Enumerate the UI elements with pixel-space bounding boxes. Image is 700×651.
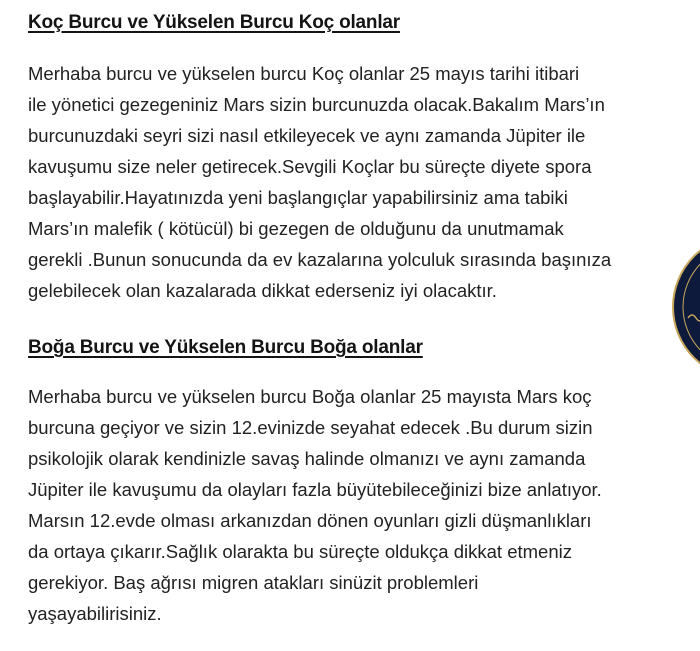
paragraph-line: psikolojik olarak kendinizle savaş halinde olmanızı ve aynı zamanda xyxy=(28,448,586,469)
section-heading-koc: Koç Burcu ve Yükselen Burcu Koç olanlar xyxy=(28,12,400,33)
section-paragraph-koc xyxy=(28,58,700,306)
zodiac-medallion-image xyxy=(670,232,700,382)
paragraph-line: Merhaba burcu ve yükselen burcu Boğa olanlar 25 mayısta Mars koç xyxy=(28,386,592,407)
paragraph-line: yaşayabilirisiniz. xyxy=(28,603,162,624)
paragraph-line: kavuşumu size neler getirecek.Sevgili Koçlar bu süreçte diyete spora xyxy=(28,156,592,177)
medallion-graphic xyxy=(670,232,700,382)
section-heading-boga: Boğa Burcu ve Yükselen Burcu Boğa olanlar xyxy=(28,337,423,358)
paragraph-line: Jüpiter ile kavuşumu da olayları fazla büyütebileceğinizi bize anlatıyor. xyxy=(28,479,602,500)
paragraph-line: Mars’ın malefik ( kötücül) bi gezegen de olduğunu da unutmamak xyxy=(28,218,564,239)
paragraph-line: da ortaya çıkarır.Sağlık olarakta bu süreçte oldukça dikkat etmeniz xyxy=(28,541,572,562)
paragraph-line: Merhaba burcu ve yükselen burcu Koç olanlar 25 mayıs tarihi itibari xyxy=(28,63,580,84)
paragraph-line: Marsın 12.evde olması arkanızdan dönen oyunları gizli düşmanlıkları xyxy=(28,510,592,531)
section-paragraph-boga xyxy=(28,381,700,629)
paragraph-line: başlayabilir.Hayatınızda yeni başlangıçlar yapabilirsiniz ama tabiki xyxy=(28,187,568,208)
paragraph-line: gerekiyor. Baş ağrısı migren atakları sinüzit problemleri xyxy=(28,572,479,593)
paragraph-line: burcunuzdaki seyri sizi nasıl etkileyecek ve aynı zamanda Jüpiter ile xyxy=(28,125,586,146)
paragraph-line: gerekli .Bunun sonucunda da ev kazalarına yolculuk sırasında başınıza xyxy=(28,249,612,270)
paragraph-line: burcuna geçiyor ve sizin 12.evinizde seyahat edecek .Bu durum sizin xyxy=(28,417,593,438)
paragraph-line: gelebilecek olan kazalarada dikkat ederseniz iyi olacaktır. xyxy=(28,280,497,301)
paragraph-line: ile yönetici gezegeniniz Mars sizin burcunuzda olacak.Bakalım Mars’ın xyxy=(28,94,605,115)
